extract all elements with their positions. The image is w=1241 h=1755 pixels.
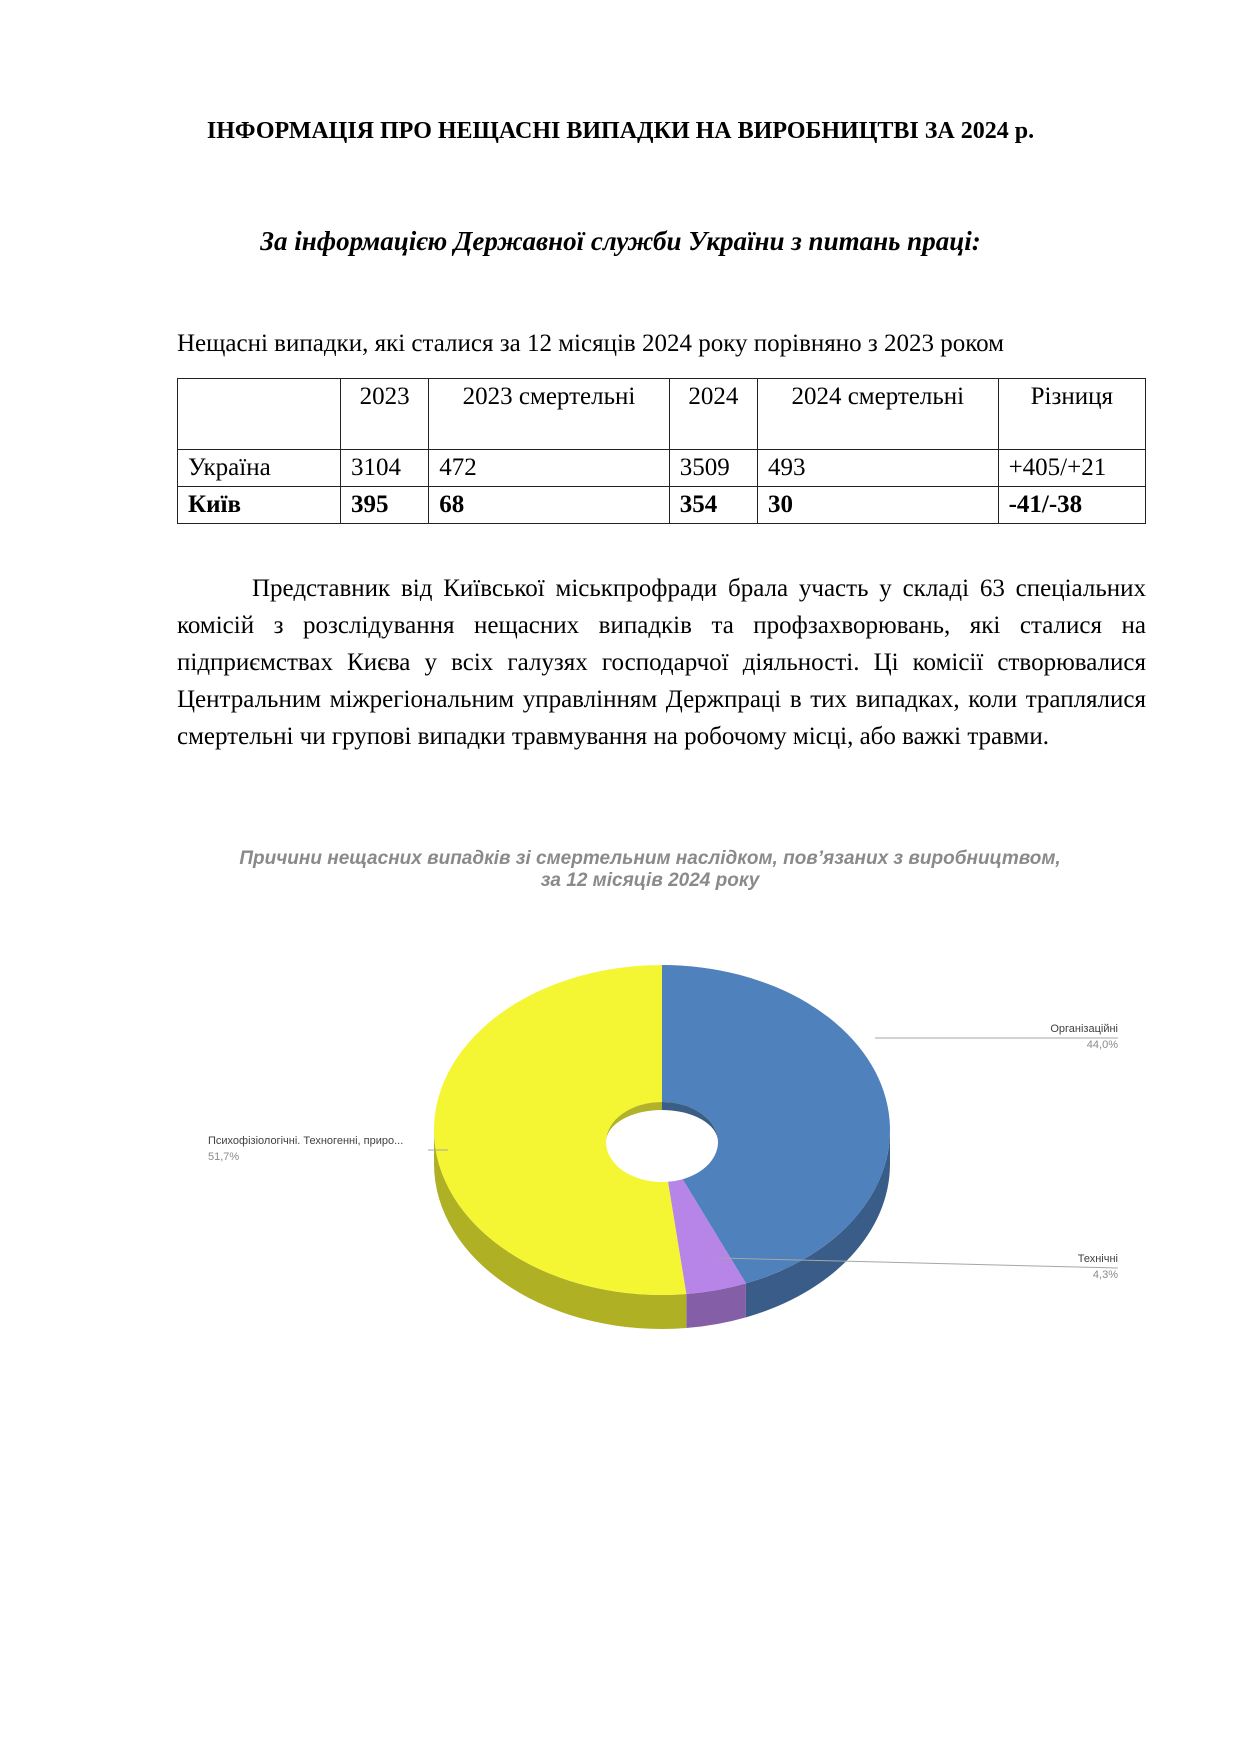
table-cell: 354 xyxy=(669,487,757,524)
accidents-table xyxy=(177,378,1146,524)
document-subtitle: За інформацією Державної служби України з питань праці: xyxy=(260,226,981,256)
table-header-cell: Різниця xyxy=(998,379,1145,450)
slice-percent: 44,0% xyxy=(1086,1039,1118,1051)
slice-label: Психофізіологічні. Техногенні, приро... xyxy=(208,1135,404,1147)
table-header-row xyxy=(178,379,1146,450)
table-header-cell: 2023 xyxy=(341,379,429,450)
table-cell: Україна xyxy=(178,450,341,487)
table-row xyxy=(178,487,1146,524)
table-cell: 395 xyxy=(341,487,429,524)
table-cell: 3509 xyxy=(669,450,757,487)
table-header-cell xyxy=(178,379,341,450)
table-header-cell: 2024 xyxy=(669,379,757,450)
table-cell: 30 xyxy=(757,487,998,524)
slice-percent: 4,3% xyxy=(1092,1269,1118,1281)
table-cell: -41/-38 xyxy=(998,487,1145,524)
table-header-cell: 2024 смертельні xyxy=(757,379,998,450)
table-row xyxy=(178,450,1146,487)
table-cell: Київ xyxy=(178,487,341,524)
slice-percent: 51,7% xyxy=(208,1151,240,1163)
slice-label: Технічні xyxy=(1077,1253,1118,1265)
table-cell: 493 xyxy=(757,450,998,487)
chart-title: Причини нещасних випадків зі смертельним наслідком, пов’язаних з виробництвом, за 12 місяців 2024 року xyxy=(239,848,1061,891)
donut-chart xyxy=(0,960,1241,1360)
table-header-cell: 2023 смертельні xyxy=(429,379,670,450)
table-cell: 3104 xyxy=(341,450,429,487)
table-caption: Нещасні випадки, які сталися за 12 місяців 2024 року порівняно з 2023 роком xyxy=(177,330,1004,357)
slice-label: Організаційні xyxy=(1050,1023,1118,1035)
table-cell: 68 xyxy=(429,487,670,524)
document-title: ІНФОРМАЦІЯ ПРО НЕЩАСНІ ВИПАДКИ НА ВИРОБНИЦТВІ ЗА 2024 р. xyxy=(206,118,1035,144)
body-paragraph: Представник від Київської міськпрофради брала участь у складі 63 спеціальних комісій з розслідування нещасних випадків та профзахворювань, які сталися на підприємствах Києва у всіх галузях господарчої діяльності. Ці комісії створювалися Центральним міжрегіональним управлінням Держпраці в тих випадках, коли траплялися смертельні чи групові випадки травмування на робочому місці, або важкі травми. xyxy=(177,575,1146,750)
table-cell: 472 xyxy=(429,450,670,487)
table-cell: +405/+21 xyxy=(998,450,1145,487)
